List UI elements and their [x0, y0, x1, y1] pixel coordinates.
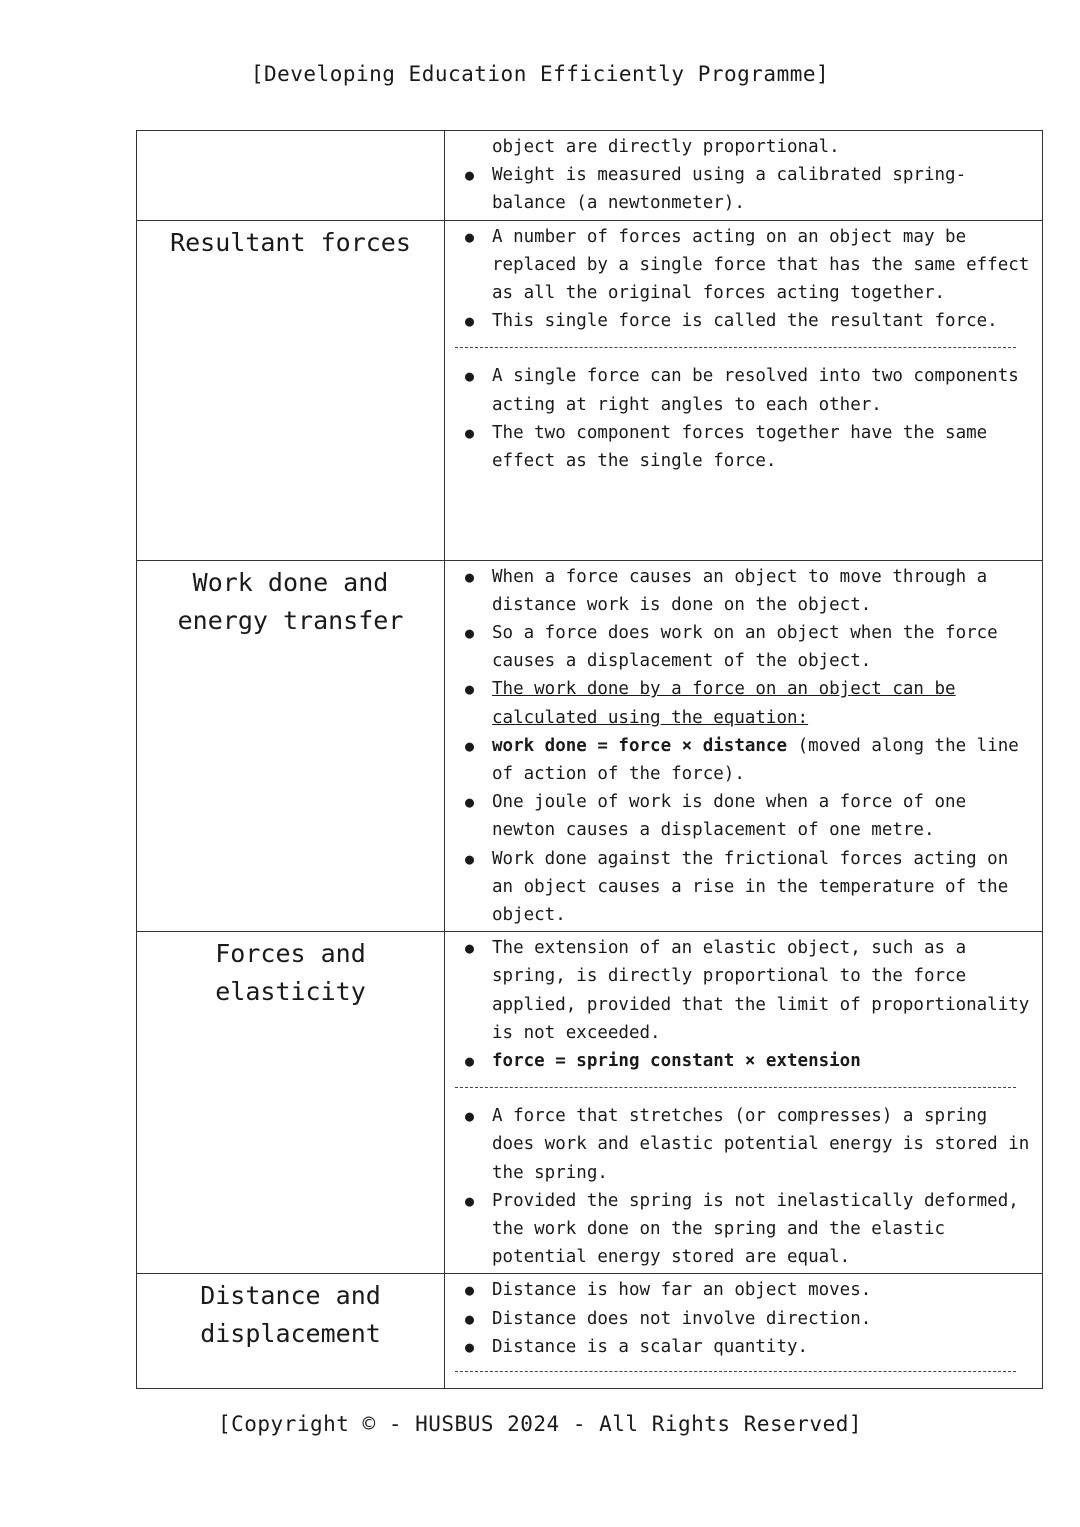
topic-title: Work done and — [192, 567, 389, 597]
list-item: ● Distance is a scalar quantity. — [465, 1336, 809, 1357]
topic-cell — [137, 560, 445, 932]
list-item: ● A number of forces acting on an object may be replaced by a single force that has the same effect as all the original forces acting together. — [465, 226, 1030, 304]
bullet-list — [455, 1276, 1032, 1361]
list-item: ● Weight is measured using a calibrated spring-balance (a newtonmeter). — [465, 165, 967, 214]
bullet-list — [455, 362, 1032, 475]
bullet-list — [455, 934, 1032, 1075]
list-item: ● One joule of work is done when a force of one newton causes a displacement of one metre. — [465, 792, 967, 841]
equation: work done = force × distance — [492, 735, 788, 756]
table-row — [137, 220, 1043, 560]
topic-title: Forces and — [215, 939, 366, 969]
content-cell — [445, 932, 1043, 1274]
bullet-list — [455, 161, 1032, 217]
topic-title: Distance and — [200, 1281, 381, 1311]
list-item: ● The extension of an elastic object, such as a spring, is directly proportional to the force applied, provided that the limit of proportionality is not exceeded. — [465, 938, 1030, 1043]
list-item: ● When a force causes an object to move through a distance work is done on the object. — [465, 566, 988, 615]
topic-title: elasticity — [215, 977, 366, 1007]
list-item: ● Work done against the frictional forces acting on an object causes a rise in the temperature of the object. — [465, 848, 1009, 926]
equation: force = spring constant × extension — [492, 1051, 861, 1072]
topic-cell — [137, 131, 445, 221]
topic-title: displacement — [200, 1319, 381, 1349]
list-item: ● Distance does not involve direction. — [465, 1308, 872, 1329]
table-row — [137, 932, 1043, 1274]
content-cell — [445, 560, 1043, 932]
bullet-list — [455, 563, 1032, 930]
list-item: ● A force that stretches (or compresses) a spring does work and elastic potential energy is stored in the spring. — [465, 1106, 1030, 1183]
bullet-list — [455, 1102, 1032, 1271]
topic-title: Resultant forces — [170, 227, 411, 257]
dashed-divider — [455, 1371, 1016, 1372]
list-item: ● A single force can be resolved into two components acting at right angles to each other. — [465, 366, 1019, 415]
page-footer: [Copyright © - HUSBUS 2024 - All Rights Reserved] — [217, 1412, 862, 1436]
list-item: ● So a force does work on an object when the force causes a displacement of the object. — [465, 623, 998, 672]
dashed-divider — [455, 1087, 1016, 1088]
topic-cell — [137, 220, 445, 560]
continued-text: object are directly proportional. — [492, 137, 840, 157]
list-item: ● force = spring constant × extension — [465, 1051, 861, 1072]
list-item: ● The work done by a force on an object can be calculated using the equation: — [465, 679, 956, 728]
list-item: ● Provided the spring is not inelastically deformed, the work done on the spring and the elastic potential energy stored are equal. — [465, 1190, 1019, 1268]
bullet-list — [455, 223, 1032, 336]
page-header: [Developing Education Efficiently Programme] — [250, 62, 830, 86]
notes-table — [136, 130, 1043, 1389]
list-item: ● This single force is called the resultant force. — [465, 311, 998, 332]
content-cell — [445, 131, 1043, 221]
topic-cell — [137, 932, 445, 1274]
table-row — [137, 560, 1043, 932]
table-row — [137, 1274, 1043, 1389]
topic-cell — [137, 1274, 445, 1389]
dashed-divider — [455, 347, 1016, 348]
list-item: ● The two component forces together have the same effect as the single force. — [465, 422, 988, 472]
list-item: ● Distance is how far an object moves. — [465, 1280, 872, 1301]
table-row — [137, 131, 1043, 221]
list-item: ● work done = force × distance (moved along the line of action of the force). — [465, 735, 1019, 785]
topic-title: energy transfer — [177, 605, 404, 635]
content-cell — [445, 1274, 1043, 1389]
content-cell — [445, 220, 1043, 560]
